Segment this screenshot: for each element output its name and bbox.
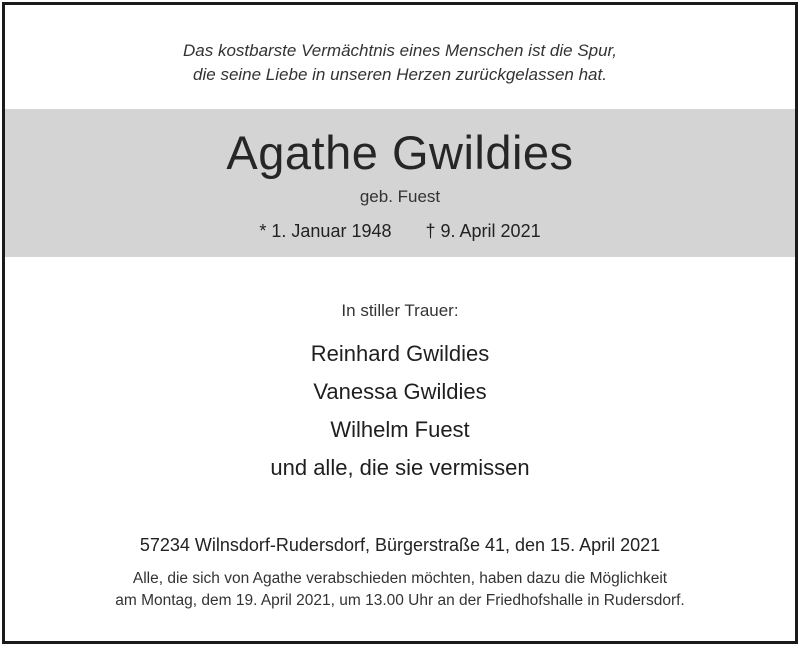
mourner-name: Reinhard Gwildies xyxy=(310,341,490,366)
mourning-heading: In stiller Trauer: xyxy=(341,301,459,320)
birth-date: * 1. Januar 1948 xyxy=(259,221,392,241)
obituary-card xyxy=(2,2,798,644)
maiden-name: geb. Fuest xyxy=(359,187,441,206)
notice-line-2: am Montag, dem 19. April 2021, um 13.00 Uhr an der Friedhofshalle in Rudersdorf. xyxy=(115,592,685,609)
mourner-name: Vanessa Gwildies xyxy=(313,379,487,404)
notice-line-1: Alle, die sich von Agathe verabschieden möchten, haben dazu die Möglichkeit xyxy=(132,570,668,587)
memorial-quote xyxy=(5,39,795,87)
name-band xyxy=(5,109,795,257)
mourner-name: Wilhelm Fuest xyxy=(330,417,470,442)
quote-line-1: Das kostbarste Vermächtnis eines Menschen ist die Spur, xyxy=(182,41,618,60)
place-and-date: 57234 Wilnsdorf-Rudersdorf, Bürgerstraße 41, den 15. April 2021 xyxy=(139,535,661,555)
deceased-name: Agathe Gwildies xyxy=(226,126,574,179)
death-date: † 9. April 2021 xyxy=(425,221,541,241)
farewell-notice xyxy=(5,568,795,612)
mourner-name: und alle, die sie vermissen xyxy=(270,455,530,480)
mourner-list xyxy=(5,335,795,487)
life-dates xyxy=(5,221,795,242)
quote-line-2: die seine Liebe in unseren Herzen zurückgelassen hat. xyxy=(193,65,607,84)
